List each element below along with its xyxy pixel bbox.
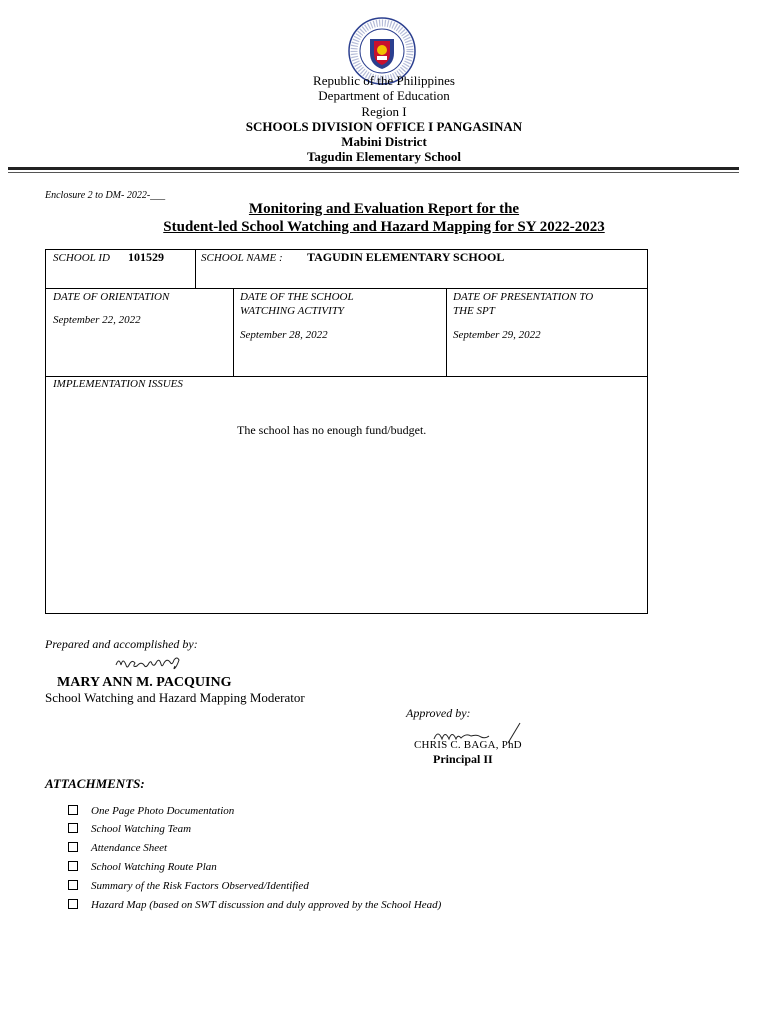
report-title-line1: Monitoring and Evaluation Report for the (248, 201, 520, 217)
orientation-cell (45, 288, 234, 377)
header-divider-thick (8, 167, 739, 170)
attachment-item: Hazard Map (based on SWT discussion and duly approved by the School Head) (68, 899, 441, 911)
moderator-name: MARY ANN M. PACQUING (57, 675, 232, 690)
attachment-item: Attendance Sheet (68, 842, 167, 854)
checkbox[interactable] (68, 899, 78, 909)
school-name-label: SCHOOL NAME : (201, 252, 283, 264)
presentation-label-line2: THE SPT (453, 305, 495, 317)
header-division: SCHOOLS DIVISION OFFICE I PANGASINAN (245, 119, 523, 134)
issues-label: IMPLEMENTATION ISSUES (53, 378, 183, 390)
checkbox[interactable] (68, 842, 78, 852)
principal-name: CHRIS C. BAGA, PhD (414, 739, 522, 751)
report-title-line2: Student-led School Watching and Hazard Mapping for SY 2022-2023 (163, 219, 605, 235)
attachment-item: One Page Photo Documentation (68, 805, 234, 817)
school-id-label: SCHOOL ID (53, 252, 110, 264)
enclosure-note: Enclosure 2 to DM- 2022-___ (45, 190, 166, 201)
header-region: Region I (361, 104, 407, 119)
orientation-date: September 22, 2022 (53, 314, 141, 326)
checkbox[interactable] (68, 823, 78, 833)
header-divider-thin (8, 172, 739, 173)
moderator-signature (113, 651, 193, 675)
checkbox[interactable] (68, 805, 78, 815)
issues-text: The school has no enough fund/budget. (237, 423, 427, 437)
presentation-date: September 29, 2022 (453, 329, 541, 341)
orientation-label: DATE OF ORIENTATION (53, 291, 170, 303)
presentation-cell (446, 288, 648, 377)
implementation-issues-cell (45, 376, 648, 614)
moderator-position: School Watching and Hazard Mapping Moderator (45, 690, 305, 705)
attachment-item: Summary of the Risk Factors Observed/Identified (68, 880, 309, 892)
header-district: Mabini District (341, 134, 427, 149)
header-republic: Republic of the Philippines (313, 73, 455, 88)
watching-activity-cell (233, 288, 447, 377)
watching-date: September 28, 2022 (240, 329, 328, 341)
attachment-item: School Watching Team (68, 823, 191, 835)
watching-label-line1: DATE OF THE SCHOOL (240, 291, 354, 303)
checkbox[interactable] (68, 861, 78, 871)
principal-position: Principal II (433, 752, 493, 766)
school-id-cell (45, 249, 196, 289)
school-name-value: TAGUDIN ELEMENTARY SCHOOL (307, 250, 505, 264)
school-id-value: 101529 (128, 250, 164, 264)
prepared-by-label: Prepared and accomplished by: (45, 637, 198, 651)
checkbox[interactable] (68, 880, 78, 890)
attachments-heading: ATTACHMENTS: (45, 776, 145, 791)
watching-label-line2: WATCHING ACTIVITY (240, 305, 345, 317)
header-department: Department of Education (318, 88, 450, 103)
school-name-cell (195, 249, 648, 289)
presentation-label-line1: DATE OF PRESENTATION TO (453, 291, 594, 303)
approved-by-label: Approved by: (406, 706, 471, 720)
header-school: Tagudin Elementary School (306, 149, 462, 164)
attachment-item: School Watching Route Plan (68, 861, 217, 873)
